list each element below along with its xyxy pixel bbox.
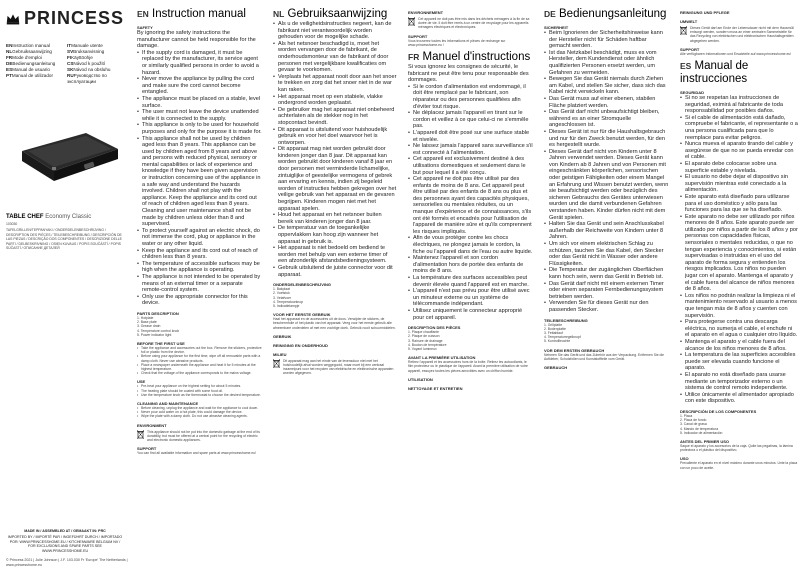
list-item: • Die Temperatur der zugänglichen Oberflächen kann hoch sein, wenn das Gerät in Betrieb ist. (544, 267, 669, 280)
nl-parts-list (273, 287, 398, 308)
list-item: 5. Power indicator light (137, 332, 172, 337)
list-item: • Ne déplacez jamais l'appareil en tirant sur le cordon et veillez à ce que celui-ci ne s'emmêle pas. (408, 110, 533, 130)
list-item: • Verwenden Sie für dieses Gerät nur den passenden Stecker. (544, 300, 669, 313)
list-item: • La temperatura de las superficies accesibles puede ser elevada cuando funcione el aparato. (680, 352, 798, 372)
nl-heading: NL Gebruiksaanwijzing (273, 8, 388, 20)
de-support-title: SUPPORT (680, 46, 700, 52)
list-item: 3. Rainure de drainage (408, 338, 443, 343)
list-item: 1. Plaque chauffante (408, 330, 440, 335)
language-item[interactable]: ESManual de usuario (6, 67, 50, 72)
language-item[interactable]: FRMode d'emploi (6, 55, 42, 60)
list-item: • The heating plate should be coated with some food oil. (137, 389, 262, 393)
de-environment-title: UMWELT (680, 19, 698, 24)
nl-parts-title: ONDERDELENBESCHRIJVING (273, 282, 332, 288)
list-item: 1. Placa (680, 413, 693, 418)
es-safety-list (680, 95, 798, 405)
en-safety-intro: By ignoring the safety instructions the manufacturer cannot be held responsible for the damage. (137, 30, 256, 50)
nl-environment: Dit apparaat mag aan het einde van de levensduur niet met het huishoudelijk afval worden weggegooid, maar moet bij een centraal inzamelpunt voor het recyclen van elektrische en elektronische apparaten worden afgegeven. (273, 359, 398, 376)
list-item: • Utilisez uniquement le connecteur approprié pour cet appareil. (408, 308, 533, 321)
de-environment: Dieses Gerät darf am Ende der Lebensdauer nicht mit dem Hausmüll entsorgt werden, sondern muss an einer zentralen Sammelstelle für das Recycling von elektrischen und elektronischen Haushaltsgeräten abgegeben werden. (680, 26, 798, 43)
en-cleaning-list (137, 406, 262, 419)
fr-support-text: Vous trouverez toutes les informations et pièces de rechange sur www.princesshome.eu ! (408, 38, 506, 47)
es-use-title: USO (680, 456, 689, 462)
fr-intro: Si vous ignorez les consignes de sécurité, le fabricant ne peut être tenu pour responsable des dommages. (408, 64, 529, 84)
en-cleaning-title: CLEANING AND MAINTENANCE (137, 400, 199, 406)
list-item: • El aparato debe colocarse sobre una superficie estable y nivelada. (680, 161, 798, 174)
fr-environment: Cet appareil ne doit pas être mis dans les déchets ménagers à la fin de sa durée de vie. Il doit être remis à un centre de recyclage pour les appareils ménagers électriques et électroniques. (408, 17, 533, 30)
fr-parts-title: DESCRIPTION DES PIÈCES (408, 325, 461, 331)
de-column (540, 0, 673, 575)
fr-support-title: SUPPORT (408, 33, 428, 39)
list-item: • Houd het apparaat en het netsnoer buiten bereik van kinderen jonger dan 8 jaar. (273, 212, 398, 225)
es-parts-title: DESCRIPCIÓN DE LOS COMPONENTES (680, 408, 757, 414)
list-item: • Mantenga el aparato y el cable fuera del alcance de los niños menores de 8 años. (680, 339, 798, 352)
list-item: 4. Bouton de température (408, 342, 447, 347)
list-item: 1. Grillplatte (544, 322, 563, 327)
list-item: • Take the appliance and accessories out the box. Remove the stickers, protective foil or plastic from the device. (137, 346, 262, 354)
list-item: 2. Plaque de cuisson (408, 334, 440, 339)
list-item: • La température des surfaces accessibles peut devenir élevée quand l'appareil est en marche. (408, 275, 533, 288)
product-title: TABLE CHEF Economy Classic (6, 214, 92, 220)
list-item: • Keep the appliance and its cord out of reach of children less than 8 years. (137, 248, 262, 261)
fr-before-text: Retirez l'appareil et les accessoires hors de la boîte. Retirez les autocollants, le film protecteur ou le plastique de l'appareil. Avant la première utilisation de votre appareil, essuyez toutes les pièces amovibles avec un chiffon humide. (408, 360, 528, 373)
en-parts-title: PARTS DESCRIPTION (137, 310, 179, 316)
list-item: • Als het netsnoer beschadigd is, moet het worden vervangen door de fabrikant, de onderhoudsmonteur van de fabrikant of door personen met vergelijkbare kwalificaties om gevaar te voorkomen. (273, 41, 398, 74)
de-before-title: VOR DEM ERSTEN GEBRAUCH (544, 347, 605, 353)
es-heading: ES Manual de instrucciones (680, 60, 749, 86)
list-item: • Als u de veiligheidsinstructies negeert, kan de fabrikant niet verantwoordelijk worden gehouden voor de mogelijke schade. (273, 21, 398, 41)
list-item: • Wipe the plate with a damp cloth. Do not use abrasive cleaning agents. (137, 414, 262, 418)
list-item: 4. Temperature control knob (137, 328, 180, 333)
crown-icon (6, 12, 20, 26)
list-item: 4. Temperatuurknop (273, 299, 304, 304)
list-item: 1. Hotplate (137, 315, 154, 320)
list-item: • Si el cable de alimentación está dañado, compruebe el fabricante, el representante o a una persona cualificada para que lo reemplace para evitar peligros. (680, 115, 798, 141)
list-item: • Das Gerät muss auf einer ebenen, stabilen Fläche platziert werden. (544, 96, 669, 109)
list-item: • Si le cordon d'alimentation est endommagé, il doit être remplacé par le fabricant, son réparateur ou des personnes qualifiées afin d'éviter tout risque. (408, 84, 533, 110)
en-before-list (137, 346, 262, 375)
list-item: • El aparato no está diseñado para usarse mediante un temporizador externo o un sistema de control remoto independiente. (680, 372, 798, 392)
fr-heading: FR Manuel d'instructions (408, 51, 531, 64)
list-item: 2. Voetstuk (273, 291, 290, 296)
list-item: • L'appareil n'est pas prévu pour être utilisé avec un minuteur externe ou un système de télécommande indépendant. (408, 288, 533, 308)
language-list (6, 43, 124, 85)
en-safety-list (137, 50, 262, 307)
list-item: • Este aparato está diseñado para utilizarse para el uso doméstico y sólo para las funciones para las que se ha diseñado. (680, 194, 798, 214)
list-item: 3. Vetafvoer (273, 295, 292, 300)
list-item: • Never move the appliance by pulling the cord and make sure the cord cannot become entangled. (137, 76, 262, 96)
list-item: 5. Indicador de alimentación (680, 430, 723, 435)
brand-name: PRINCESS (23, 8, 124, 28)
list-item: • Before cleaning, unplug the appliance and wait for the appliance to cool down. (137, 406, 262, 410)
list-item: 5. Voyant lumineux (408, 346, 437, 351)
list-item: • Utilice únicamente el alimentador apropiado con este dispositivo. (680, 392, 798, 405)
de-safety-list (544, 30, 669, 314)
brand-logo (6, 8, 124, 29)
list-item: 5. Indicatielampje (273, 303, 300, 308)
en-use-title: USE (137, 379, 146, 385)
copyright: © Princess 2021 | Julie Johnson | J.F. 103.030 Fr 'Europe' The Netherlands | www.princesshome.eu (6, 558, 128, 567)
fr-parts-list (408, 330, 533, 351)
fr-safety-list (408, 84, 533, 321)
fr-column (404, 0, 537, 575)
weee-bin-icon (273, 359, 280, 368)
list-item: • Check that the voltage of the appliance corresponds to the mains voltage. (137, 371, 262, 375)
parts-description-titles: TAFELGRILLEN/TEPPANYAKI / ONDERDELENBESCHRIJVING / DESCRIPTION DES PIÈCES / TEILEBESCHREIBUNG / DESCRIPCIÓN DE LAS PIEZAS / DESCRIÇÃO DOS COMPONENTES / DESCRIZIONE DELLE PARTI / DELBESKRIVNING / OSIEN KUVAUS / POPIS SOUČÁSTÍ / POPIS SÚČASTÍ / ОПИСАНИЕ ДЕТАЛЕЙ (6, 228, 122, 251)
list-item: 5. Kontrollleuchte (544, 339, 571, 344)
language-item[interactable]: PTManual de utilizador (6, 73, 53, 78)
list-item: • Pre-heat your appliance on the highest setting for about 5 minutes. (137, 384, 262, 388)
list-item: 4. Temperaturregelknopf (544, 335, 581, 340)
language-item[interactable]: NLGebruiksaanwijzing (6, 49, 52, 54)
list-item: • Beim Ignorieren der Sicherheitshinweise kann der Hersteller nicht für Schäden haftbar gemacht werden. (544, 30, 669, 50)
weee-bin-icon (408, 17, 415, 26)
nl-use-title: GEBRUIK (273, 333, 292, 339)
list-item: • Bewegen Sie das Gerät niemals durch Ziehen am Kabel, und stellen Sie sicher, dass sich das Kabel nicht verwickeln kann. (544, 76, 669, 96)
list-item: • This appliance shall not be used by children aged less than 8 years. This appliance can be used by children aged from 8 years and above and persons with reduced physical, sensory or mental capabilities or lack of experience and knowledge if they have been given supervision or instruction concerning use of the appliance in a safe way and understand the hazards involved. Children shall not play with the appliance. Keep the appliance and its cord out of reach of children aged less than 8 years. Cleaning and user maintenance shall not be made by children unless older than 8 and supervised. (137, 136, 262, 228)
list-item: • Ist das Netzkabel beschädigt, muss es vom Hersteller, dem Kundendienst oder ähnlich qualifizierten Personen ersetzt werden, um Gefahren zu vermeiden. (544, 50, 669, 76)
list-item: 1. Bakplaat (273, 287, 290, 292)
nl-environment-title: MILIEU (273, 351, 287, 357)
nl-before-title: VOOR HET EERSTE GEBRUIK (273, 312, 331, 318)
list-item: • Das Gerät darf nicht unbeaufsichtigt bleiben, während es an einer Stromquelle angeschlossen ist. (544, 109, 669, 129)
weee-bin-icon (137, 430, 144, 439)
list-item: • The appliance must be placed on a stable, level surface. (137, 96, 262, 109)
list-item: 2. Bodenplatte (544, 326, 566, 331)
de-before-text: Nehmen Sie das Gerät und das Zubehör aus der Verpackung. Entfernen Sie die Aufkleber, Schutzfolien und Kunststoffteile vom Gerät. (544, 352, 665, 361)
list-item: • The user must not leave the device unattended while it is connected to the supply. (137, 109, 262, 122)
list-item: • Cet appareil ne doit pas être utilisé par des enfants de moins de 8 ans. Cet appareil peut être utilisé par des enfants de 8 ans ou plus et des personnes ayant des capacités physiques, sensorielles ou mentales réduites, ou un manque d'expérience et de connaissances, s'ils ont été formés et encadrés pour l'utilisation de l'appareil de manière sûre et qu'ils comprennent les risques impliqués. (408, 176, 533, 235)
language-item[interactable]: DEBedienungsanleitung (6, 61, 56, 66)
list-item: • Cet appareil est exclusivement destiné à des utilisations domestiques et seulement dans le but pour lequel il a été conçu. (408, 156, 533, 176)
list-item: • De temperatuur van de toegankelijke oppervlakken kan hoog zijn wanneer het apparaat in gebruik is. (273, 225, 398, 245)
list-item: • Verplaats het apparaat nooit door aan het snoer te trekken en zorg dat het snoer niet in de war kan raken. (273, 74, 398, 94)
de-es-column (676, 0, 802, 575)
en-environment-title: ENVIRONMENT (137, 422, 167, 428)
list-item: • Place a newspaper underneath the appliance and heat it for 5 minutes at the highest temperature. (137, 363, 262, 371)
de-parts-title: TEILEBESCHREIBUNG (544, 317, 588, 323)
list-item: • De gebruiker mag het apparaat niet onbeheerd achterlaten als de stekker nog in het stopcontact bevindt. (273, 107, 398, 127)
de-heading: DE Bedienungsanleitung (544, 8, 667, 20)
list-item: • Um sich vor einem elektrischen Schlag zu schützen, tauchen Sie das Kabel, den Stecker oder das Gerät nicht in Wasser oder andere Flüssigkeiten. (544, 241, 669, 267)
list-item: 3. Canal de grasa (680, 422, 707, 427)
en-column (133, 0, 266, 575)
list-item: • This appliance is only to be used for household purposes and only for the purpose it is made for. (137, 122, 262, 135)
nl-cleaning-title: REINIGING EN ONDERHOUD (273, 342, 328, 348)
list-item: • Halten Sie das Gerät und sein Anschlusskabel außerhalb der Reichweite von Kindern unter 8 Jahren. (544, 221, 669, 241)
en-heading: EN Instruction manual (137, 8, 246, 20)
nl-safety-list (273, 21, 398, 278)
fr-cleaning-title: NETTOYAGE ET ENTRETIEN (408, 385, 463, 391)
list-item: • Maintenez l'appareil et son cordon d'alimentation hors de portée des enfants de moins de 8 ans. (408, 255, 533, 275)
weee-bin-icon (680, 26, 687, 35)
language-item[interactable]: FIKäyttöohje (67, 55, 93, 60)
list-item: • El usuario no debe dejar el dispositivo sin supervisión mientras esté conectado a la alimentación. (680, 174, 798, 194)
list-item: • Het apparaat is niet bedoeld om bediend te worden met behulp van een externe timer of een afzonderlijk afstandsbedieningsysteem. (273, 245, 398, 265)
list-item: • The appliance is not intended to be operated by means of an external timer or a separate remote-control system. (137, 274, 262, 294)
en-environment: This appliance should not be put into the domestic garbage at the end of its durability, but must be offered at a central point for the recycling of electric and electronic domestic appliances. (137, 430, 262, 443)
es-parts-list (680, 414, 798, 435)
es-safety-title: SEGURIDAD (680, 90, 705, 96)
product-model: 103030 (6, 222, 18, 226)
fr-before-title: AVANT LA PREMIÈRE UTILISATION (408, 355, 476, 361)
list-item: • Use the temperature knob as the thermostat to choose the desired temperature. (137, 393, 262, 397)
list-item: • Het apparaat moet op een stabiele, vlakke ondergrond worden geplaatst. (273, 94, 398, 107)
list-item: • Este aparato no debe ser utilizado por niños menores de 8 años. Este aparato puede ser utilizado por niños a partir de los 8 años y por personas con capacidades físicas, sensoriales o mentales reducidas, o que no tengan experiencia y conocimientos, si están supervisadas o instruidas en el uso del aparato de forma segura y entienden los riesgos implicados. Los niños no pueden jugar con el aparato. Mantenga el aparato y el cable fuera del alcance de niños menores de 8 años. (680, 214, 798, 293)
list-item: • If the supply cord is damaged, it must be replaced by the manufacturer, its service agent or similarly qualified persons in order to avoid a hazard. (137, 50, 262, 76)
imported-by: MADE IN / ASSEMBLED AT / GEMAAKT IN: PRC IMPORTED BY / IMPORTÉ PAR / INGEFÜHRT DURCH / IMPORTADO POR: WWW.PRINCESSHOME.EU / KITCHENWARE BELGIUM NV / FOR EXCLUSIONS AND SPARE PARTS SEE WWW.PRINCESSHOME.EU (7, 528, 123, 553)
fr-use-title: UTILISATION (408, 376, 433, 382)
list-item: • Dit apparaat mag niet worden gebruikt door kinderen jonger dan 8 jaar. Dit apparaat kan worden gebruikt door kinderen vanaf 8 jaar en door personen met verminderde lichamelijke, zintuiglijke of geestelijke vermogens of gebrek aan ervaring en kennis, indien zij begeleid worden of instructies hebben gekregen over het veilige gebruik van het apparaat en de gevaren begrijpen. Kinderen mogen niet met het apparaat spelen. (273, 146, 398, 212)
list-item: • Only use the appropriate connector for this device. (137, 294, 262, 307)
list-item: • Si no se respetan las instrucciones de seguridad, eximirá al fabricante de toda responsabilidad por posibles daños. (680, 95, 798, 115)
en-safety-title: SAFETY (137, 25, 153, 30)
en-before-title: BEFORE THE FIRST USE (137, 340, 185, 346)
list-item: 2. Placa de fondo (680, 418, 707, 423)
list-item: • Dit apparaat is uitsluitend voor huishoudelijk gebruik en voor het doel waarvoor het is ontworpen. (273, 127, 398, 147)
list-item: • L'appareil doit être posé sur une surface stable et nivelée. (408, 130, 533, 143)
fr-environment-title: ENVIRONNEMENT (408, 10, 444, 15)
de-use-title: GEBRAUCH (544, 364, 568, 370)
language-item[interactable]: ITManuale utente (67, 43, 103, 48)
language-item[interactable]: RUРуководство по эксплуатации (67, 73, 107, 84)
en-support-title: SUPPORT (137, 446, 157, 452)
list-item: • To protect yourself against an electric shock, do not immerse the cord, plug or appliance in the water or any other liquid. (137, 228, 262, 248)
list-item: • Dieses Gerät ist nur für die Haushaltsgebrauch und nur für den Zweck benutzt werden, für den es hergestellt wurde. (544, 129, 669, 149)
nl-fr-column (269, 0, 402, 575)
language-item[interactable]: SVBruksanvisning (67, 49, 105, 54)
list-item: • Para protegerse contra una descarga eléctrica, no sumerja el cable, el enchufe ni el aparato en el agua o cualquier otro líquido. (680, 319, 798, 339)
list-item: • Dieses Gerät darf nicht von Kindern unter 8 Jahren verwendet werden. Dieses Gerät kann von Kindern ab 8 Jahren und von Personen mit eingeschränkten körperlichen, sensorischen oder geistigen Fähigkeiten oder einem Mangel an Erfahrung und Wissen benutzt werden, wenn sie beaufsichtigt werden oder bezüglich des sicheren Gebrauchs des Gerätes unterwiesen wurden und die damit verbundenen Gefahren verstanden haben. Kinder dürfen nicht mit dem Gerät spielen. (544, 149, 669, 222)
list-item: • Never pour cold water on a hot plate, this could damage the device. (137, 410, 262, 414)
list-item: • The temperature of accessible surfaces may be high when the appliance is operating. (137, 261, 262, 274)
list-item: • Gebruik uitsluitend de juiste connector voor dit apparaat. (273, 265, 398, 278)
list-item: 4. Mando de temperatura (680, 426, 719, 431)
list-item: 3. Fettablauf (544, 330, 563, 335)
list-item: • Das Gerät darf nicht mit einem externen Timer oder einem separaten Fernbedienungssystem betrieben werden. (544, 281, 669, 301)
language-item[interactable]: CSNávod k použití (67, 61, 106, 66)
list-item: • Los niños no podrán realizar la limpieza ni el mantenimiento reservado al usuario a menos que tengan más de 8 años y cuenten con supervisión. (680, 293, 798, 319)
list-item: • Afin de vous protéger contre les chocs électriques, ne plongez jamais le cordon, la fiche ou l'appareil dans de l'eau ou autre liquide. (408, 235, 533, 255)
en-use-list (137, 384, 262, 397)
product-image (14, 111, 124, 193)
en-support-text: You can find all available information and spare parts at www.princesshome.eu! (137, 451, 256, 456)
cover-column (0, 0, 130, 575)
es-use-text: Precaliente el aparato en el nivel máximo durante unos minutos. Unte la placa con un poco de aceite. (680, 461, 798, 470)
es-before-title: ANTES DEL PRIMER USO (680, 438, 730, 444)
nl-before-text: Haal het apparaat en de accessoires uit de doos. Verwijder de stickers, de beschermfolie of het plastic van het apparaat. Veeg voor het eerste gebruik alle afneembare onderdelen af met een vochtige doek. Gebruik nooit schuurmiddelen. (273, 317, 396, 330)
list-item: 3. Grease drain (137, 324, 161, 329)
list-item: • Nunca mueva el aparato tirando del cable y asegúrese de que no se pueda enredar con el cable. (680, 141, 798, 161)
es-before-text: Saque el aparato y los accesorios de la caja. Quite las pegatinas, la lámina protectora o el plástico del dispositivo. (680, 443, 793, 453)
de-support-text: Alle verfügbaren Informationen und Ersatzteile auf www.princesshome.eu! (680, 51, 792, 56)
de-safety-title: SICHERHEIT (544, 25, 569, 30)
de-cleaning-title: REINIGUNG UND PFLEGE (680, 10, 730, 15)
list-item: • Before using your appliance for the first time, wipe off all removable parts with a damp cloth. Never use abrasive products. (137, 354, 262, 362)
language-item[interactable]: SKNávod na obsluhu (67, 67, 111, 72)
de-parts-list (544, 323, 669, 344)
language-item[interactable]: ENInstruction manual (6, 43, 50, 48)
list-item: • Ne laissez jamais l'appareil sans surveillance s'il est connecté à l'alimentation. (408, 143, 533, 156)
en-parts-list (137, 316, 262, 337)
list-item: 2. Base plate (137, 320, 157, 325)
